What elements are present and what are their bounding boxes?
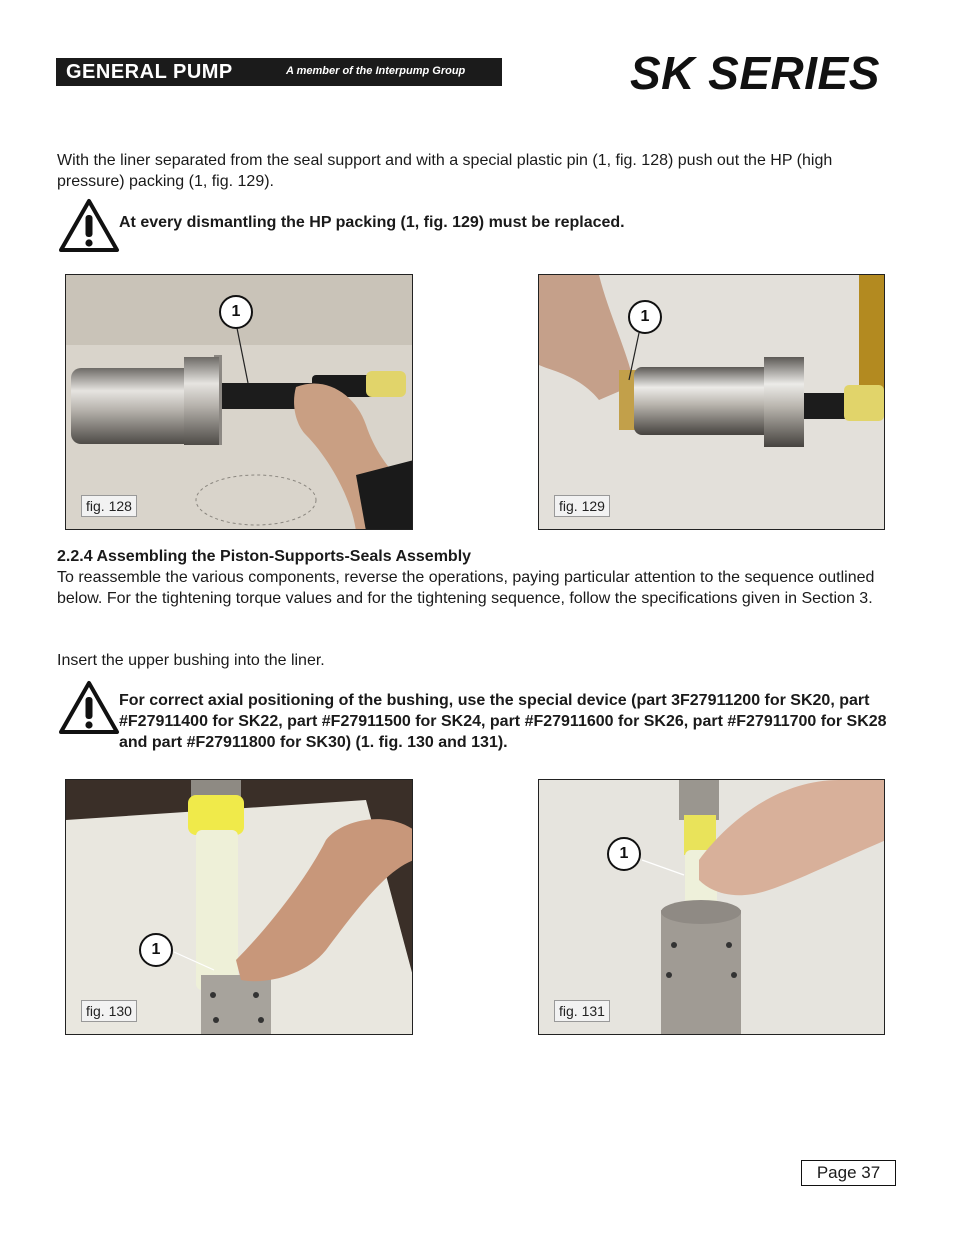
warning-triangle-icon (58, 198, 120, 254)
callout-1-fig-131: 1 (607, 837, 641, 871)
intro-paragraph: With the liner separated from the seal support and with a special plastic pin (1, fig. 128) push out the HP (high pressure) packing (1, fig. 129). (57, 152, 833, 190)
callout-1-fig-130: 1 (139, 933, 173, 967)
photo-fig-131-image (539, 780, 885, 1035)
fig-label-128: fig. 128 (81, 495, 137, 517)
photo-fig-128 (65, 274, 413, 530)
photo-fig-130 (65, 779, 413, 1035)
insert-instruction: Insert the upper bushing into the liner. (57, 652, 325, 669)
photo-fig-129-image (539, 275, 885, 530)
page-number: Page 37 (801, 1160, 896, 1186)
warning-text-2: For correct axial positioning of the bushing, use the special device (part 3F27911200 for SK20, part #F27911400 for SK22, part #F27911500 for SK24, part #F27911600 for SK26, part #F27911700 for SK28 and part #F27911800 for SK30) (1. fig. 130 and 131). (119, 692, 887, 751)
photo-fig-130-image (66, 780, 413, 1035)
callout-1-fig-128: 1 (219, 295, 253, 329)
section-heading: 2.2.4 Assembling the Piston-Supports-Seals Assembly (57, 548, 472, 565)
fig-label-131: fig. 131 (554, 1000, 610, 1022)
brand-tagline: A member of the Interpump Group (286, 65, 466, 77)
brand-name: GENERAL PUMP (66, 61, 233, 83)
section-body: To reassemble the various components, reverse the operations, paying particular attention to the sequence outlined below. For the tightening torque values and for the tightening sequence, follow the specifications given in Section 3. (57, 569, 875, 607)
warning-triangle-icon (58, 680, 120, 736)
brand-banner (56, 58, 502, 86)
warning-text-1: At every dismantling the HP packing (1, fig. 129) must be replaced. (119, 214, 625, 231)
photo-fig-129 (538, 274, 885, 530)
callout-1-fig-129: 1 (628, 300, 662, 334)
fig-label-129: fig. 129 (554, 495, 610, 517)
fig-label-130: fig. 130 (81, 1000, 137, 1022)
series-title: SK SERIES (630, 47, 880, 99)
photo-fig-131 (538, 779, 885, 1035)
